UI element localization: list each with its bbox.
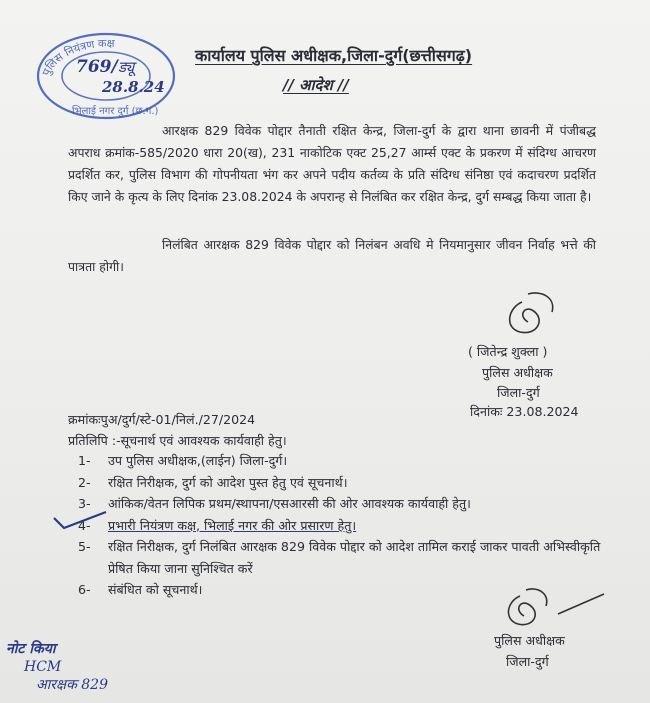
svg-text:भिलाई नगर दुर्ग (छ.ग.): भिलाई नगर दुर्ग (छ.ग.) (72, 106, 159, 117)
item-number: 2- (78, 474, 91, 490)
svg-text:पुलिस नियंत्रण कक्ष: पुलिस नियंत्रण कक्ष (39, 36, 115, 78)
signatory-name: ( जितेन्द्र शुक्ला ) (468, 344, 548, 359)
distribution-item (78, 515, 608, 537)
order-heading: // आदेश // (283, 76, 349, 94)
handwritten-note (6, 640, 108, 694)
office-title: कार्यालय पुलिस अधीक्षक,जिला-दुर्ग(छत्तीसगढ़) (195, 46, 473, 65)
svg-text:ड्यू: ड्यू (118, 58, 135, 76)
order-date: दिनांकः 23.08.2024 (470, 404, 579, 419)
distribution-item (78, 536, 608, 579)
svg-text:769/: 769/ (76, 57, 118, 77)
item-text: प्रभारी नियंत्रण कक्ष, भिलाई नगर की ओर प्रसारण हेतु। (108, 517, 357, 533)
signatory-2-designation: पुलिस अधीक्षक (494, 633, 565, 648)
item-number: 6- (78, 582, 91, 597)
signatory-designation: पुलिस अधीक्षक (482, 365, 553, 380)
item-number: 5- (78, 539, 91, 554)
handwritten-tick (50, 508, 110, 532)
item-text: रक्षित निरीक्षक, दुर्ग निलंबित आरक्षक 829 विवेक पोद्दार को आदेश तामिल कराई जाकर पावती अभिस्वीकृति प्रेषित किया जाना सुनिश्चित करें (108, 539, 601, 576)
handwritten-note-line: नोट किया (6, 641, 56, 657)
item-text: उप पुलिस अधीक्षक,(लाईन) जिला-दुर्ग। (108, 453, 288, 468)
signatory-2-district: जिला-दुर्ग (506, 654, 549, 669)
handwritten-note-line: आरक्षक 829 (36, 677, 108, 693)
police-stamp (32, 30, 184, 122)
distribution-item (78, 493, 608, 515)
svg-text:28.8.24: 28.8.24 (102, 78, 165, 96)
item-text: आंकिक/वेतन लिपिक प्रथम/स्थापना/एसआरसी की ओर आवश्यक कार्यवाही हेतु। (108, 496, 471, 511)
signatory-district: जिला-दुर्ग (497, 385, 540, 400)
item-number: 3- (78, 496, 91, 511)
item-number: 4- (78, 517, 91, 533)
signature-2 (498, 586, 608, 634)
signature-1 (498, 288, 568, 344)
distribution-item (78, 472, 608, 494)
handwritten-note-line: HCM (24, 659, 62, 675)
item-number: 1- (78, 453, 91, 468)
item-text: संबंधित को सूचनार्थ। (108, 582, 203, 597)
distribution-item (78, 450, 608, 472)
item-text: रक्षित निरीक्षक, दुर्ग को आदेश पुस्त हेतु एवं सूचनार्थ। (108, 474, 348, 490)
order-paragraph-2: निलंबित आरक्षक 829 विवेक पोद्दार को निलंबन अवधि मे नियमानुसार जीवन निर्वाह भत्ते की पात्रता होगी। (68, 237, 596, 274)
order-paragraph-1: आरक्षक 829 विवेक पोद्दार तैनाती रक्षित केन्द्र, जिला-दुर्ग के द्वारा थाना छावनी में पंजीबद्ध अपराध क्रमांक-585/2020 धारा 20(ख), 231 नाकोटिक एक्ट 25,27 आर्म्स एक्ट के प्रकरण में संदिग्ध आचरण प्रदर्शित कर, पुलिस विभाग की गोपनीयता भंग कर अपने पदीय कर्तव्य के प्रति संदिग्ध संनिष्ठा एवं कदाचरण प्रदर्शित किए जाने के कृत्य के लिए दिनांक 23.08.2024 के अपरान्ह से निलंबित कर रक्षित केन्द्र, दुर्ग सम्बद्ध किया जाता है। (68, 123, 596, 204)
distribution-list (78, 450, 608, 601)
copy-to-heading: प्रतिलिपि :-सूचनार्थ एवं आवश्यक कार्यवाही हेतु। (68, 433, 287, 448)
reference-number: क्रमांकःपुअ/दुर्ग/स्टे-01/निलं./27/2024 (68, 412, 256, 427)
